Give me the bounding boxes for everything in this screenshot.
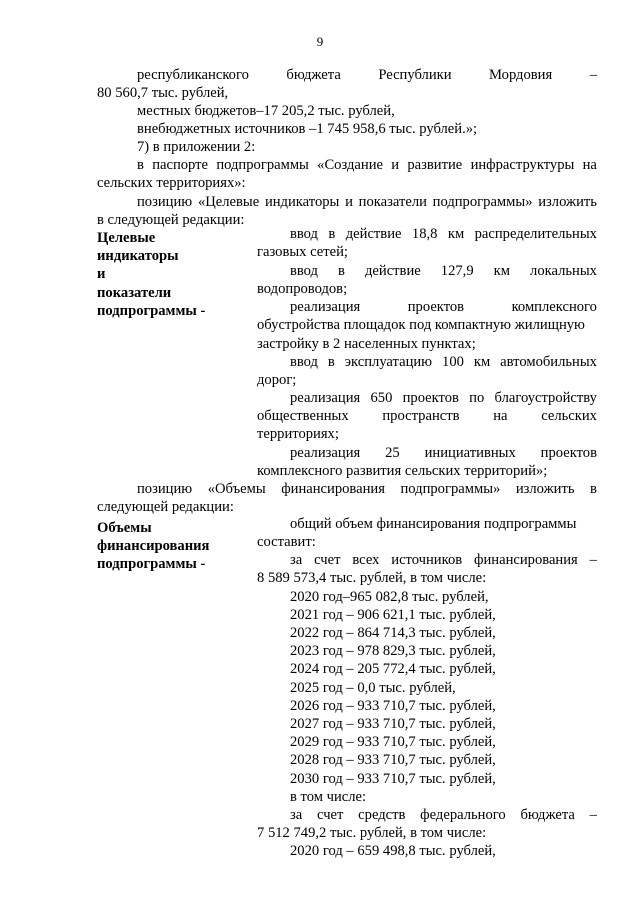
year-line: 2024 год – 205 772,4 тыс. рублей, [290, 661, 496, 677]
finance-row-7: 7 512 749,2 тыс. рублей, в том числе: [257, 825, 487, 841]
targets-row-10: реализация 650 проектов по благоустройству [290, 390, 597, 406]
finance-row-8: 2020 год – 659 498,8 тыс. рублей, [290, 843, 496, 859]
page-number: 9 [316, 34, 324, 49]
year-line: 2025 год – 0,0 тыс. рублей, [290, 680, 456, 696]
mid-line-1: позицию «Объемы финансирования подпрограммы» изложить в [137, 481, 597, 497]
mid-line-2: следующей редакции: [97, 499, 234, 515]
finance-row-2: составит: [257, 534, 316, 550]
targets-row-14: комплексного развития сельских территорий»; [257, 463, 548, 479]
year-line: 2023 год – 978 829,3 тыс. рублей, [290, 643, 496, 659]
targets-row-5: реализация проектов комплексного [290, 299, 597, 315]
year-line: 2022 год – 864 714,3 тыс. рублей, [290, 625, 496, 641]
targets-label-4: показатели [97, 285, 172, 301]
targets-label-2: индикаторы [97, 248, 179, 264]
finance-row-5: в том числе: [290, 789, 367, 805]
intro-line-7: сельских территориях»: [97, 175, 246, 191]
intro-line-2: 80 560,7 тыс. рублей, [97, 85, 229, 101]
year-line: 2030 год – 933 710,7 тыс. рублей, [290, 771, 496, 787]
intro-line-4: внебюджетных источников –1 745 958,6 тыс. рублей.»; [137, 121, 478, 137]
finance-label-2: финансирования [97, 538, 210, 554]
targets-row-13: реализация 25 инициативных проектов [290, 445, 597, 461]
targets-row-12: территориях; [257, 426, 339, 442]
finance-row-6: за счет средств федерального бюджета – [290, 807, 597, 823]
targets-label-1: Целевые [97, 230, 156, 246]
targets-label-3: и [97, 266, 106, 282]
intro-line-1: республиканского бюджета Республики Мордовия – [137, 67, 597, 83]
finance-row-3: за счет всех источников финансирования – [290, 552, 597, 568]
intro-line-5: 7) в приложении 2: [137, 139, 256, 155]
intro-line-3: местных бюджетов–17 205,2 тыс. рублей, [137, 103, 395, 119]
finance-row-1: общий объем финансирования подпрограммы [290, 516, 577, 532]
targets-row-3: ввод в действие 127,9 км локальных [290, 263, 597, 279]
year-line: 2027 год – 933 710,7 тыс. рублей, [290, 716, 496, 732]
targets-label-5: подпрограммы - [97, 303, 206, 319]
year-line: 2020 год–965 082,8 тыс. рублей, [290, 589, 489, 605]
finance-label-1: Объемы [97, 520, 152, 536]
targets-row-8: ввод в эксплуатацию 100 км автомобильных [290, 354, 597, 370]
intro-line-8: позицию «Целевые индикаторы и показатели подпрограммы» изложить [137, 194, 597, 210]
year-line: 2029 год – 933 710,7 тыс. рублей, [290, 734, 496, 750]
targets-row-1: ввод в действие 18,8 км распределительных [290, 226, 597, 242]
targets-row-6: обустройства площадок под компактную жилищную [257, 317, 585, 333]
year-line: 2028 год – 933 710,7 тыс. рублей, [290, 752, 496, 768]
targets-row-2: газовых сетей; [257, 244, 348, 260]
targets-row-4: водопроводов; [257, 281, 348, 297]
intro-line-9: в следующей редакции: [97, 212, 245, 228]
targets-row-7: застройку в 2 населенных пунктах; [257, 336, 476, 352]
targets-row-9: дорог; [257, 372, 297, 388]
finance-row-4: 8 589 573,4 тыс. рублей, в том числе: [257, 570, 487, 586]
finance-label-3: подпрограммы - [97, 556, 206, 572]
year-line: 2021 год – 906 621,1 тыс. рублей, [290, 607, 496, 623]
targets-row-11: общественных пространств на сельских [257, 408, 597, 424]
year-line: 2026 год – 933 710,7 тыс. рублей, [290, 698, 496, 714]
intro-line-6: в паспорте подпрограммы «Создание и развитие инфраструктуры на [137, 157, 597, 173]
